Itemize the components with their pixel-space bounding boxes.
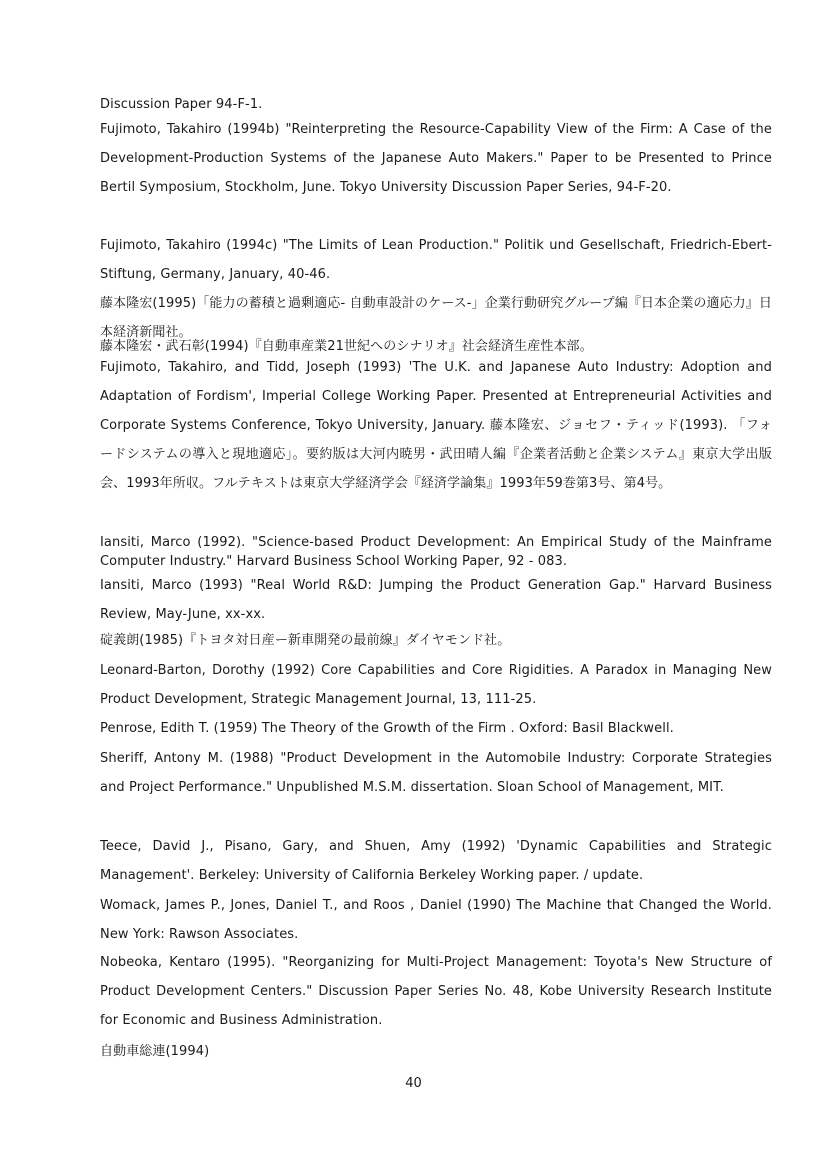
reference-entry: Iansiti, Marco (1993) "Real World R&D: Jumping the Product Generation Gap." Harvard Business Review, May-June, xx-xx. [100, 578, 772, 622]
reference-entry: Iansiti, Marco (1992). "Science-based Product Development: An Empirical Study of the Mainframe Computer Industry." Harvard Business School Working Paper, 92 - 083. [100, 535, 772, 569]
reference-entry: Womack, James P., Jones, Daniel T., and Roos , Daniel (1990) The Machine that Changed the World. New York: Rawson Associates. [100, 898, 772, 942]
reference-entry: Leonard-Barton, Dorothy (1992) Core Capabilities and Core Rigidities. A Paradox in Managing New Product Development, Strategic Management Journal, 13, 111-25. [100, 663, 772, 707]
reference-entry: Fujimoto, Takahiro (1994b) "Reinterpreting the Resource-Capability View of the Firm: A Case of the Development-Production Systems of the Japanese Auto Makers." Paper to be Presented to Prince Bertil Symposium, Stockholm, June. Tokyo University Discussion Paper Series, 94-F-20. [100, 122, 772, 195]
reference-entry: Nobeoka, Kentaro (1995). "Reorganizing for Multi-Project Management: Toyota's New Structure of Product Development Centers." Discussion Paper Series No. 48, Kobe University Research Institute for Economic and Business Administration. [100, 955, 772, 1028]
reference-entry: 碇義朗(1985)『トヨタ対日産ー新車開発の最前線』ダイヤモンド社。 [100, 633, 511, 648]
reference-entry: Discussion Paper 94-F-1. [100, 97, 263, 112]
reference-entry: Teece, David J., Pisano, Gary, and Shuen, Amy (1992) 'Dynamic Capabilities and Strategic Management'. Berkeley: University of California Berkeley Working paper. / update. [100, 839, 772, 883]
reference-entry: 藤本隆宏(1995)「能力の蓄積と過剰適応- 自動車設計のケース-」企業行動研究グループ編『日本企業の適応力』日本経済新聞社。 [100, 296, 772, 340]
reference-entry: 自動車総連(1994) [100, 1044, 210, 1059]
reference-entry: Sheriff, Antony M. (1988) "Product Development in the Automobile Industry: Corporate Strategies and Project Performance." Unpublished M.S.M. dissertation. Sloan School of Management, MIT. [100, 751, 772, 795]
reference-entry: 藤本隆宏・武石彰(1994)『自動車産業21世紀へのシナリオ』社会経済生産性本部。 [100, 339, 593, 354]
reference-entry: Fujimoto, Takahiro (1994c) "The Limits of Lean Production." Politik und Gesellschaft, Friedrich-Ebert-Stiftung, Germany, January, 40-46. [100, 238, 772, 282]
reference-entry: Fujimoto, Takahiro, and Tidd, Joseph (1993) 'The U.K. and Japanese Auto Industry: Adoption and Adaptation of Fordism', Imperial College Working Paper. Presented at Entrepreneurial Activities and Corporate Systems Conference, Tokyo University, January. 藤本隆宏、ジョセフ・ティッド(1993). 「フォードシステムの導入と現地適応」。要約版は大河内暁男・武田晴人編『企業者活動と企業システム』東京大学出版会、1993年所収。フルテキストは東京大学経済学会『経済学論集』1993年59巻第3号、第4号。 [100, 360, 772, 491]
reference-entry: Penrose, Edith T. (1959) The Theory of the Growth of the Firm . Oxford: Basil Blackwell. [100, 721, 674, 736]
page-number: 40 [405, 1076, 422, 1091]
